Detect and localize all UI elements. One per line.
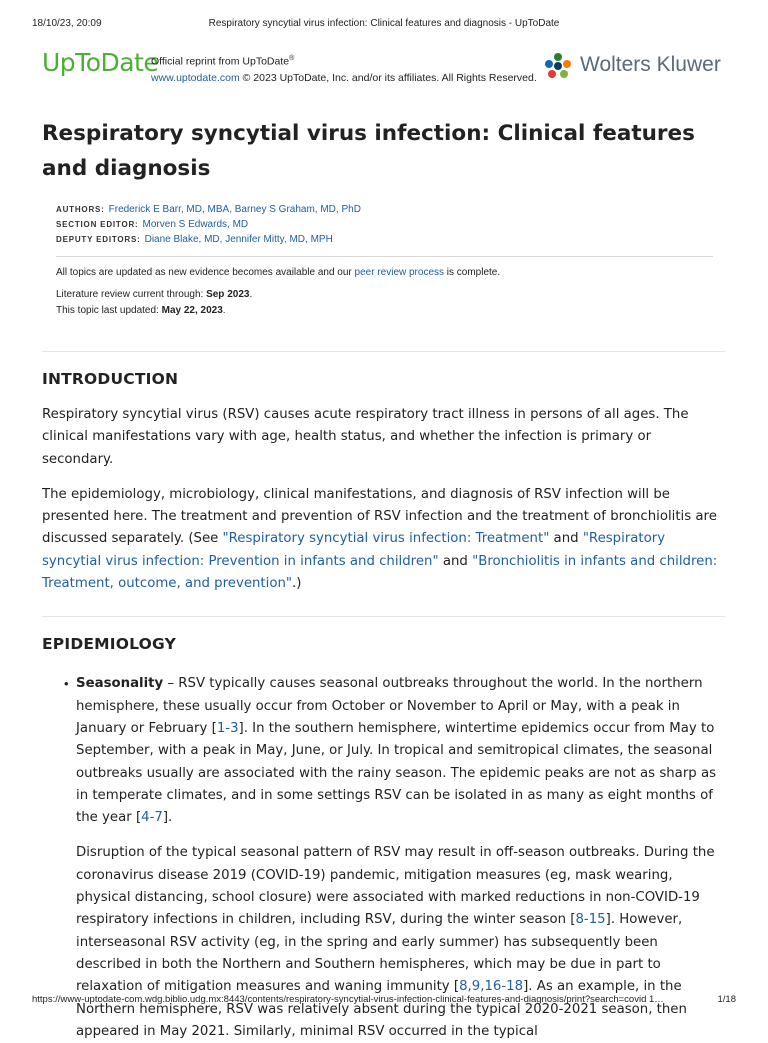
wolters-kluwer-name: Wolters Kluwer bbox=[580, 53, 721, 76]
epidemiology-heading: EPIDEMIOLOGY bbox=[42, 635, 177, 654]
off-season-text-2: ]. However, interseasonal RSV activity (eg, in the spring and early summer) has subsequently been described in both the Northern and Southern hemispheres, which may be due in part to relaxation of mitigation measures and waning immunity [ bbox=[76, 912, 683, 995]
reference-link[interactable]: 1-3 bbox=[216, 720, 239, 736]
authors-row bbox=[56, 202, 725, 217]
reference-link[interactable]: 8-15 bbox=[575, 912, 606, 928]
intro-p2-end: .) bbox=[292, 576, 302, 592]
deputy-editors-link[interactable]: Diane Blake, MD, Jennifer Mitty, MD, MPH bbox=[144, 234, 333, 245]
authors-link[interactable]: Frederick E Barr, MD, MBA, Barney S Graham, MD, PhD bbox=[108, 204, 361, 215]
print-page-title: Respiratory syncytial virus infection: Clinical features and diagnosis - UpToDate bbox=[208, 18, 560, 29]
page-number: 1/18 bbox=[717, 994, 736, 1005]
uptodate-logo[interactable]: UpToDate bbox=[42, 48, 159, 77]
bullet-dot: • bbox=[64, 676, 69, 692]
off-season-paragraph-block bbox=[42, 842, 725, 1043]
brand-bar bbox=[42, 48, 722, 88]
intro-paragraph-2 bbox=[42, 484, 725, 595]
print-header bbox=[32, 18, 736, 32]
seasonality-paragraph bbox=[76, 673, 725, 829]
intro-paragraph-1: Respiratory syncytial virus (RSV) causes acute respiratory tract illness in persons of all ages. The clinical manifestations vary with age, health status, and whether the infection is primary or secondary. bbox=[42, 407, 689, 467]
authors-label: AUTHORS: bbox=[56, 205, 105, 214]
article-metadata bbox=[56, 202, 725, 247]
off-season-text-1: Disruption of the typical seasonal pattern of RSV may result in off-season outbreaks. During the coronavirus disease 2019 (COVID-19) pandemic, mitigation measures (eg, mask wearing, physical distancing, school closure) were associated with marked reductions in non-COVID-19 respiratory infections in children, including RSV, during the winter season [ bbox=[76, 845, 715, 928]
update-note bbox=[56, 265, 725, 281]
seasonality-text-1: – RSV typically causes seasonal outbreaks throughout the world. In the northern hemisphere, these usually occur from October or November to April or May, with a peak in January or February [ bbox=[76, 676, 703, 736]
print-footer bbox=[32, 994, 736, 1008]
off-season-paragraph bbox=[76, 842, 725, 1043]
off-season-text-3: ]. As an example, in the Northern hemisphere, RSV was relatively absent during the typical 2020-2021 season, then appeared in May 2021. Similarly, minimal RSV occurred in the typical bbox=[76, 979, 687, 1039]
rsv-prevention-link[interactable]: "Respiratory syncytial virus infection: Prevention in infants and children" bbox=[42, 531, 666, 569]
intro-p2-and-2: and bbox=[438, 553, 473, 569]
deputy-editors-row bbox=[56, 232, 725, 247]
section-divider bbox=[42, 351, 725, 352]
intro-p2-text: The epidemiology, microbiology, clinical manifestations, and diagnosis of RSV infection will be presented here. The treatment and prevention of RSV infection and the treatment of bronchiolitis are discussed separately. (See bbox=[42, 486, 717, 547]
seasonality-term: Seasonality bbox=[76, 676, 164, 692]
uptodate-url-link[interactable]: www.uptodate.com bbox=[151, 71, 240, 84]
section-editor-link[interactable]: Morven S Edwards, MD bbox=[142, 219, 249, 230]
reference-link[interactable]: 8,9,16-18 bbox=[459, 979, 524, 995]
lit-review-date: Sep 2023 bbox=[206, 289, 250, 300]
article-title: Respiratory syncytial virus infection: Clinical features and diagnosis bbox=[42, 121, 695, 181]
intro-p2-and-1: and bbox=[549, 531, 583, 547]
section-editor-row bbox=[56, 217, 725, 232]
peer-review-link[interactable]: peer review process bbox=[354, 267, 445, 278]
rsv-treatment-link[interactable]: "Respiratory syncytial virus infection: Treatment" bbox=[222, 531, 550, 547]
reference-link[interactable]: 4-7 bbox=[141, 810, 163, 826]
introduction-heading: INTRODUCTION bbox=[42, 370, 179, 388]
section-divider bbox=[42, 616, 725, 617]
update-note-end: is complete. bbox=[444, 267, 501, 278]
reprint-line: Official reprint from UpToDate bbox=[151, 55, 290, 68]
reprint-notice bbox=[151, 51, 537, 86]
metadata-divider bbox=[56, 256, 713, 257]
seasonality-bullet bbox=[42, 673, 725, 829]
deputy-editors-label: DEPUTY EDITORS: bbox=[56, 235, 141, 244]
seasonality-text-3: ]. bbox=[162, 810, 173, 826]
seasonality-text-2: ]. In the southern hemisphere, wintertime epidemics occur from May to September, with a peak in May, June, or July. In tropical and semitropical climates, the seasonal outbreaks usually are associated with the rainy season. The epidemic peaks are not as sharp as in temperate climates, and in some settings RSV can be isolated in as many as eight months of the year [ bbox=[76, 720, 717, 826]
copyright-text: © 2023 UpToDate, Inc. and/or its affiliates. All Rights Reserved. bbox=[242, 71, 537, 84]
literature-review-line: Literature review current through: Sep 2023. bbox=[56, 289, 253, 300]
last-updated-date: May 22, 2023 bbox=[161, 305, 223, 316]
bronchiolitis-link[interactable]: "Bronchiolitis in infants and children: Treatment, outcome, and prevention" bbox=[42, 553, 718, 592]
update-notes bbox=[56, 265, 725, 319]
last-updated-line: This topic last updated: May 22, 2023. bbox=[56, 305, 226, 316]
last-updated-label: This topic last updated: bbox=[56, 305, 162, 316]
lit-review-label: Literature review current through: bbox=[56, 289, 207, 300]
registered-mark: ® bbox=[289, 55, 295, 62]
section-editor-label: SECTION EDITOR: bbox=[56, 220, 139, 229]
article-content bbox=[42, 116, 725, 1043]
update-note-text: All topics are updated as new evidence becomes available and our bbox=[56, 267, 355, 278]
print-url: https://www-uptodate-com.wdg.biblio.udg.mx:8443/contents/respiratory-syncytial-virus-infection-clinical-features-and-diagnosis/print?search=covid 1… bbox=[32, 994, 664, 1005]
wolters-kluwer-logo-icon bbox=[544, 52, 572, 80]
print-date: 18/10/23, 20:09 bbox=[32, 18, 102, 29]
